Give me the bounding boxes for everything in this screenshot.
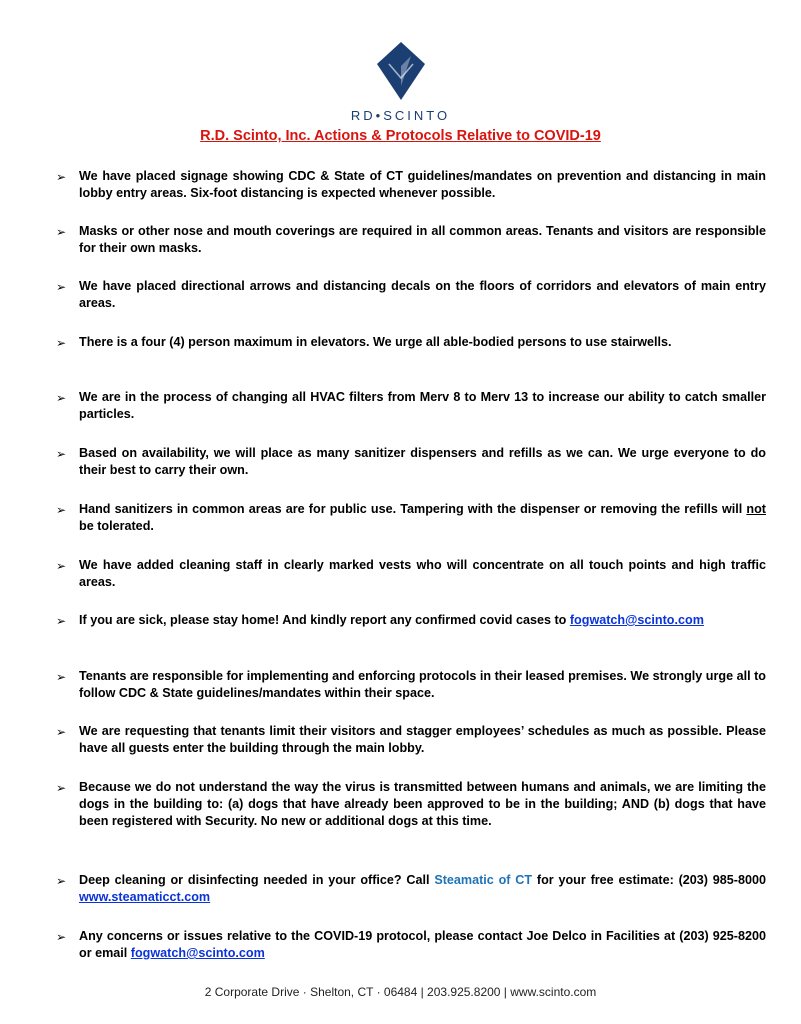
item-text: Any concerns or issues relative to the COVID-19 protocol, please contact Joe Delco in Facilities at (203) 925-8200 or email fogwatch@scinto.com bbox=[79, 929, 766, 960]
item-text: If you are sick, please stay home! And kindly report any confirmed covid cases to fogwatch@scinto.com bbox=[79, 613, 704, 627]
item-text: Hand sanitizers in common areas are for public use. Tampering with the dispenser or removing the refills will not be tolerated. bbox=[79, 502, 766, 533]
list-item bbox=[56, 612, 766, 630]
arrow-bullet-icon: ➢ bbox=[56, 559, 67, 573]
list-item bbox=[56, 445, 766, 479]
page-title: R.D. Scinto, Inc. Actions & Protocols Relative to COVID-19 bbox=[200, 128, 601, 144]
item-text: There is a four (4) person maximum in elevators. We urge all able-bodied persons to use stairwells. bbox=[79, 335, 672, 349]
list-item bbox=[56, 389, 766, 423]
footer-address: 2 Corporate Drive · Shelton, CT · 06484 | 203.925.8200 | www.scinto.com bbox=[204, 985, 597, 999]
arrow-bullet-icon: ➢ bbox=[56, 336, 67, 350]
list-item bbox=[56, 501, 766, 535]
company-name: Steamatic of CT bbox=[434, 873, 533, 887]
arrow-bullet-icon: ➢ bbox=[56, 874, 67, 888]
item-text: Masks or other nose and mouth coverings are required in all common areas. Tenants and visitors are responsible for their own masks. bbox=[79, 224, 766, 255]
email-link[interactable]: fogwatch@scinto.com bbox=[569, 613, 704, 627]
item-text: Tenants are responsible for implementing and enforcing protocols in their leased premises. We strongly urge all to follow CDC & State guidelines/mandates within their space. bbox=[79, 669, 766, 700]
list-item bbox=[56, 334, 766, 352]
list-item bbox=[56, 779, 766, 830]
list-item bbox=[56, 668, 766, 702]
arrow-bullet-icon: ➢ bbox=[56, 930, 67, 944]
brand-name: RD•SCINTO bbox=[350, 108, 451, 123]
arrow-bullet-icon: ➢ bbox=[56, 503, 67, 517]
arrow-bullet-icon: ➢ bbox=[56, 280, 67, 294]
arrow-bullet-icon: ➢ bbox=[56, 781, 67, 795]
item-text: We are requesting that tenants limit their visitors and stagger employees’ schedules as much as possible. Please have all guests enter the building through the main lobby. bbox=[79, 724, 766, 755]
website-link[interactable]: www.steamaticct.com bbox=[79, 890, 211, 904]
item-text: Because we do not understand the way the virus is transmitted between humans and animals, we are limiting the dogs in the building to: (a) dogs that have already been approved to be in the building; AND (b) dogs that have been registered with Security. No new or additional dogs at this time. bbox=[79, 780, 766, 828]
list-item bbox=[56, 278, 766, 312]
rd-scinto-logo-icon bbox=[375, 40, 427, 102]
list-item bbox=[56, 168, 766, 202]
arrow-bullet-icon: ➢ bbox=[56, 614, 67, 628]
email-link[interactable]: fogwatch@scinto.com bbox=[130, 946, 265, 960]
item-text: Based on availability, we will place as many sanitizer dispensers and refills as we can. We urge everyone to do their best to carry their own. bbox=[79, 446, 766, 477]
arrow-bullet-icon: ➢ bbox=[56, 391, 67, 405]
item-text: Deep cleaning or disinfecting needed in your office? Call Steamatic of CT for your free estimate: (203) 985-8000 www.steamaticct.com bbox=[79, 873, 766, 904]
list-item bbox=[56, 928, 766, 962]
arrow-bullet-icon: ➢ bbox=[56, 447, 67, 461]
list-item bbox=[56, 872, 766, 906]
item-text: We have placed signage showing CDC & State of CT guidelines/mandates on prevention and distancing in main lobby entry areas. Six-foot distancing is expected whenever possible. bbox=[79, 169, 766, 200]
list-item bbox=[56, 557, 766, 591]
arrow-bullet-icon: ➢ bbox=[56, 170, 67, 184]
arrow-bullet-icon: ➢ bbox=[56, 225, 67, 239]
list-item bbox=[56, 223, 766, 257]
arrow-bullet-icon: ➢ bbox=[56, 725, 67, 739]
item-text: We have placed directional arrows and distancing decals on the floors of corridors and elevators of main entry areas. bbox=[79, 279, 766, 310]
list-item bbox=[56, 723, 766, 757]
item-text: We have added cleaning staff in clearly marked vests who will concentrate on all touch points and high traffic areas. bbox=[79, 558, 766, 589]
emphasis-not: not bbox=[746, 502, 766, 516]
arrow-bullet-icon: ➢ bbox=[56, 670, 67, 684]
item-text: We are in the process of changing all HVAC filters from Merv 8 to Merv 13 to increase our ability to catch smaller particles. bbox=[79, 390, 766, 421]
